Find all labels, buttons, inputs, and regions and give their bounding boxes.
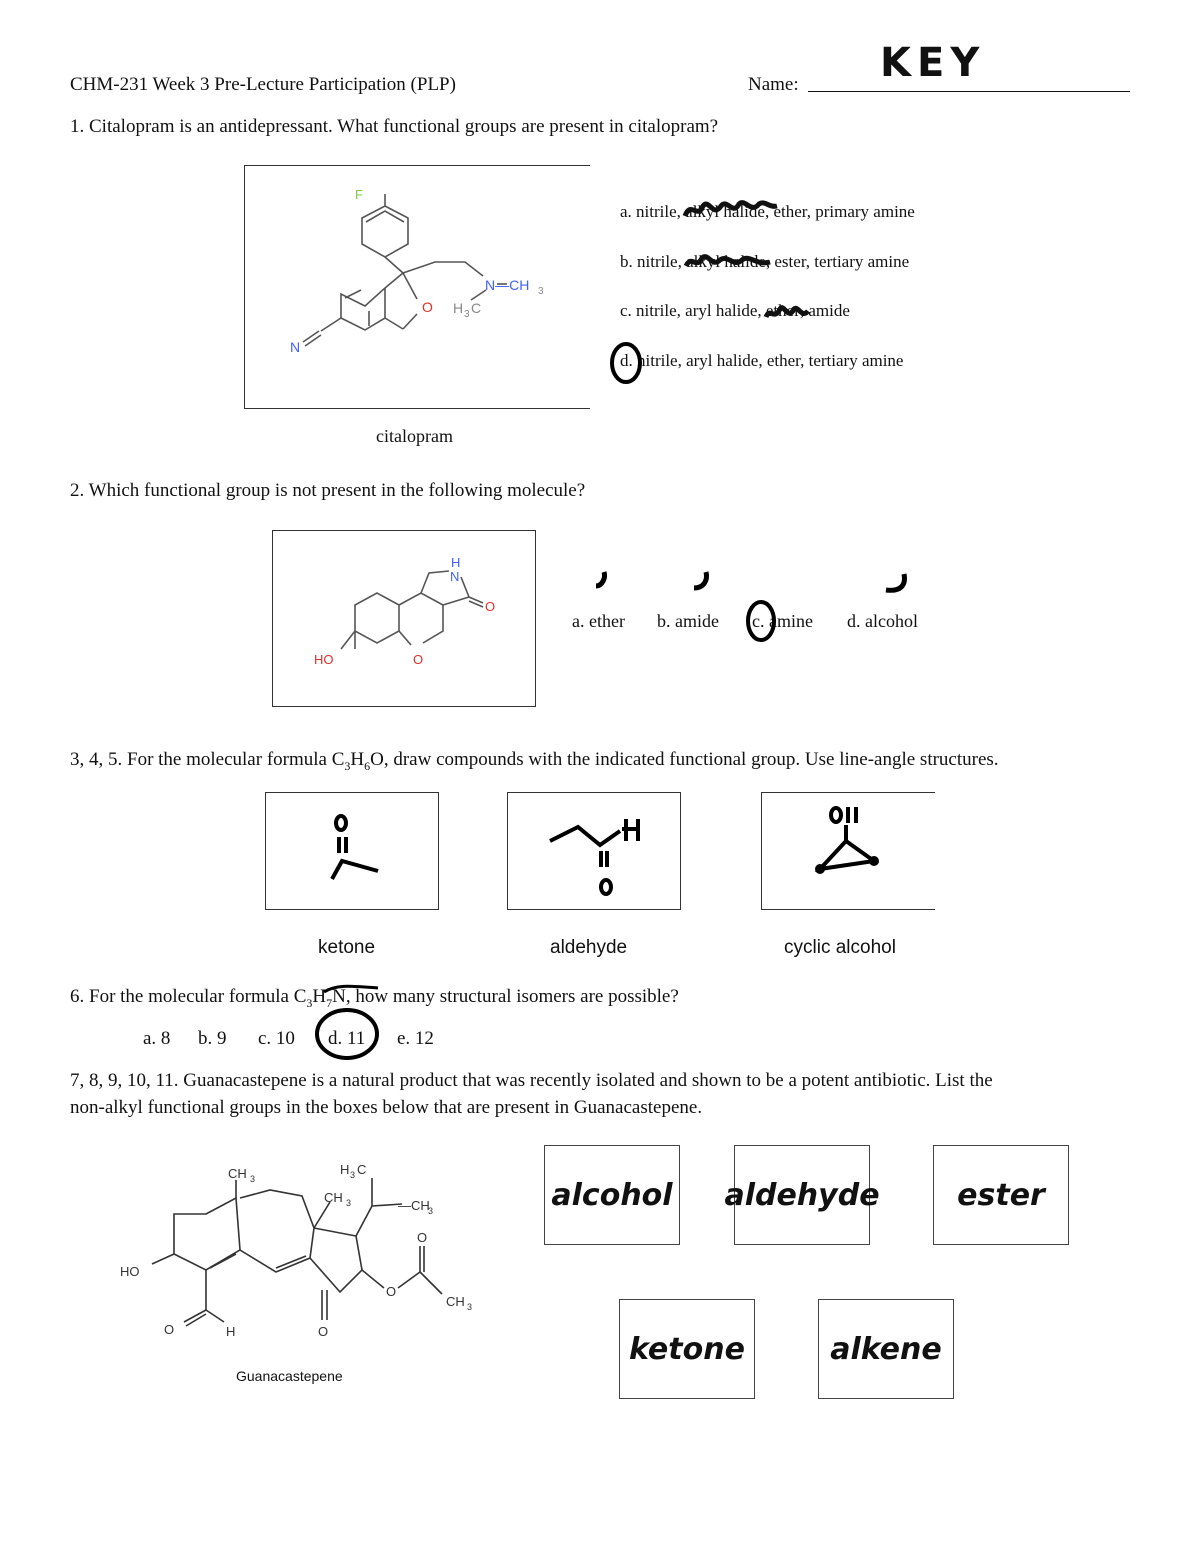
answer-box-3-text: ester: [957, 1177, 1045, 1213]
q345-sub2: 6: [364, 758, 371, 773]
answer-box-2-text: aldehyde: [724, 1177, 880, 1213]
q2-choice-c[interactable]: c. amine: [752, 611, 813, 631]
amine-n-label: N—CH: [485, 277, 530, 293]
ho-label: HO: [120, 1264, 140, 1279]
q1-answer-circle: [608, 340, 644, 386]
q1-choice-a[interactable]: [620, 202, 915, 222]
ketone-caption: ketone: [318, 937, 376, 958]
q2-h-label: H: [451, 555, 461, 570]
worksheet-title: CHM-231 Week 3 Pre-Lecture Participation (PLP): [70, 74, 456, 95]
q6-choice-b[interactable]: b. 9: [198, 1028, 227, 1049]
q1-choice-a-post: , ether, primary amine: [764, 202, 915, 221]
h3c-sub: 3: [350, 1170, 356, 1180]
ch3-right-label: —CH: [398, 1198, 430, 1213]
citalopram-structure: [245, 166, 591, 410]
q2-carbonyl-o-label: O: [485, 599, 496, 614]
answer-box-4-text: ketone: [629, 1331, 745, 1367]
scribble-mark: [682, 250, 774, 274]
scribble-mark: [762, 301, 812, 325]
answer-box-1-text: alcohol: [551, 1177, 673, 1213]
aldehyde-drawing-box[interactable]: [507, 792, 681, 910]
cyclic-alcohol-caption: cyclic alcohol: [784, 937, 896, 958]
q6-text-pre: 6. For the molecular formula C: [70, 986, 307, 1007]
q6-scribble-mark: [322, 982, 380, 996]
q1-choice-a-struck-text: alkyl halide: [685, 202, 765, 221]
cyclic-alcohol-drawing-box[interactable]: [761, 792, 935, 910]
citalopram-caption: citalopram: [376, 426, 453, 446]
q2-n-label: N: [450, 569, 460, 584]
q1-choice-c[interactable]: [620, 301, 850, 321]
q1-choice-b-struck: [686, 252, 766, 271]
ch3-top-label: CH: [228, 1166, 247, 1181]
ester-ch3-sub: 3: [467, 1302, 473, 1312]
q345-text-pre: 3, 4, 5. For the molecular formula C: [70, 749, 345, 770]
q1-choice-c-pre: c. nitrile, aryl halide,: [620, 301, 766, 320]
q6-text-post: N, how many structural isomers are possible?: [332, 986, 679, 1007]
answer-box-2[interactable]: [724, 1145, 880, 1245]
answer-box-4[interactable]: [619, 1299, 755, 1399]
ch3-mid-sub: 3: [346, 1198, 352, 1208]
q1-choice-a-struck: [685, 202, 765, 221]
q345-sub1: 3: [344, 758, 351, 773]
citalopram-structure-box: [244, 165, 590, 409]
ester-ch3-label: CH: [446, 1294, 465, 1309]
q2-structure-box: [272, 530, 536, 707]
guanacastepene-structure: [110, 1150, 500, 1400]
q1-choice-b-post: , ester, tertiary amine: [765, 252, 910, 271]
ketone-o-label: O: [318, 1324, 329, 1339]
q345-text-post: O, draw compounds with the indicated functional group. Use line-angle structures.: [370, 749, 999, 770]
q345-mid: H: [350, 749, 365, 770]
q1-choice-d-text: d. nitrile, aryl halide, ether, tertiary amine: [620, 351, 904, 370]
aldehyde-h-label: H: [226, 1324, 236, 1339]
q2-ho-label: HO: [314, 652, 334, 667]
q7-11-text-line1: 7, 8, 9, 10, 11. Guanacastepene is a natural product that was recently isolated and shown to be a potent antibiotic. List the: [70, 1070, 993, 1091]
q1-choice-c-struck-text: ether: [765, 301, 800, 320]
h3c-sub: 3: [464, 309, 470, 320]
q345-text: [70, 749, 999, 774]
q6-choice-a[interactable]: a. 8: [143, 1028, 171, 1049]
q7-11-text-line2: non-alkyl functional groups in the boxes below that are present in Guanacastepene.: [70, 1097, 703, 1118]
q6-choice-c[interactable]: c. 10: [258, 1028, 295, 1049]
name-value-handwritten: KEY: [880, 40, 986, 86]
aldehyde-drawing: [508, 793, 680, 909]
q1-choice-c-struck: [766, 301, 800, 320]
q1-choice-d[interactable]: [620, 351, 903, 371]
q2-choice-a[interactable]: a. ether: [572, 611, 625, 631]
q2-answer-circle: [744, 598, 778, 644]
q6-answer-circle: [312, 1004, 382, 1062]
q6-mid: H: [312, 986, 327, 1007]
cyclic-alcohol-drawing: [762, 793, 934, 909]
q2-choice-b[interactable]: b. amide: [657, 611, 719, 631]
h3c-label: H: [453, 300, 464, 316]
q2-structure: [273, 531, 535, 706]
q6-choice-d[interactable]: d. 11: [328, 1028, 366, 1049]
aldehyde-caption: aldehyde: [550, 937, 628, 958]
ketone-drawing: [266, 793, 438, 909]
q6-choice-e[interactable]: e. 12: [397, 1028, 434, 1049]
nitrile-n-label: N: [290, 339, 301, 355]
ch3-top-sub: 3: [250, 1174, 256, 1184]
q1-choice-b[interactable]: [620, 252, 909, 272]
q1-choice-b-pre: b. nitrile,: [620, 252, 687, 271]
ketone-drawing-box[interactable]: [265, 792, 439, 910]
h3c-label: H: [340, 1162, 350, 1177]
q1-choice-c-post: , amide: [799, 301, 850, 320]
q2-text: 2. Which functional group is not present in the following molecule?: [70, 480, 586, 501]
answer-box-1[interactable]: [544, 1145, 680, 1245]
answer-box-3[interactable]: [933, 1145, 1069, 1245]
ch3-right-sub: 3: [428, 1206, 434, 1216]
aldehyde-o-label: O: [164, 1322, 175, 1337]
q1-choice-b-struck-text: alkyl halide: [686, 252, 766, 271]
q2-ring-o-label: O: [413, 652, 424, 667]
answer-box-5[interactable]: [818, 1299, 954, 1399]
fluorine-label: F: [355, 187, 363, 202]
q6-sub1: 3: [306, 995, 313, 1010]
ether-o-label: O: [422, 299, 433, 315]
q2-choice-d[interactable]: d. alcohol: [847, 611, 918, 631]
ester-o-label: O: [386, 1284, 397, 1299]
scribble-mark: [681, 198, 781, 224]
name-label: Name:: [748, 74, 799, 95]
answer-box-5-text: alkene: [830, 1331, 942, 1367]
q6-sub2: 7: [326, 995, 333, 1010]
ester-carbonyl-o-label: O: [417, 1230, 428, 1245]
q1-text: 1. Citalopram is an antidepressant. What functional groups are present in citalopram?: [70, 116, 719, 137]
q2-check-marks: [590, 566, 920, 600]
guanacastepene-caption: Guanacastepene: [236, 1368, 343, 1384]
name-field-line[interactable]: [808, 91, 1130, 92]
h3c-c: C: [357, 1162, 367, 1177]
h3c-c: C: [471, 300, 482, 316]
amine-ch3-sub: 3: [538, 286, 544, 297]
q1-choice-a-pre: a. nitrile,: [620, 202, 686, 221]
ch3-mid-label: CH: [324, 1190, 343, 1205]
